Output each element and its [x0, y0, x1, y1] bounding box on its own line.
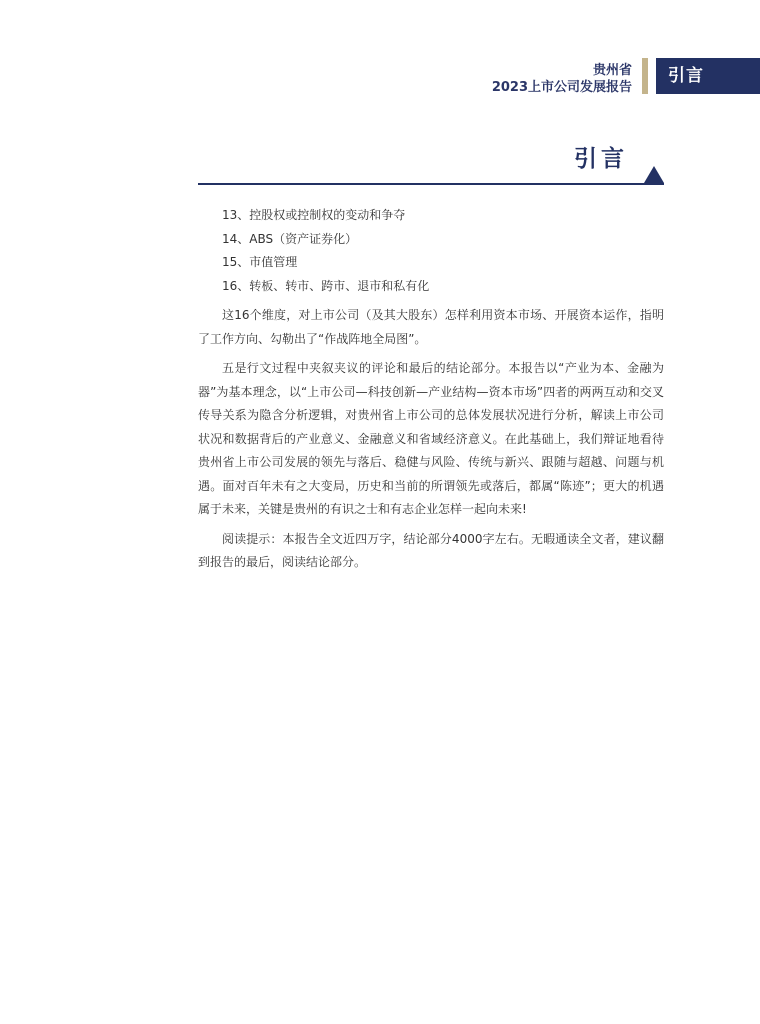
header-gold-bar [642, 58, 648, 94]
report-header [492, 62, 632, 96]
chapter-tab: 引言 [656, 58, 760, 94]
body-content [198, 204, 664, 575]
title-triangle-ornament [644, 166, 664, 183]
paragraph-dimensions: 这16个维度，对上市公司（及其大股东）怎样利用资本市场、开展资本运作，指明了工作方向、勾勒出了“作战阵地全局图”。 [198, 308, 664, 346]
paragraph-reading-tip: 阅读提示：本报告全文近四万字，结论部分4000字左右。无暇通读全文者，建议翻到报告的最后，阅读结论部分。 [198, 531, 664, 569]
list-item: 15、市值管理 [222, 255, 298, 269]
section-title: 引言 [574, 146, 628, 172]
header-report-title: 2023上市公司发展报告 [491, 80, 632, 95]
header-province: 贵州省 [592, 63, 632, 78]
list-item: 14、ABS（资产证券化） [222, 231, 358, 246]
title-underline [198, 183, 664, 185]
paragraph-conclusion-part: 五是行文过程中夹叙夹议的评论和最后的结论部分。本报告以“产业为本、金融为器”为基本理念，以“上市公司—科技创新—产业结构—资本市场”四者的两两互动和交叉传导关系为隐含分析逻辑，对贵州省上市公司的总体发展状况进行分析，解读上市公司状况和数据背后的产业意义、金融意义和省域经济意义。在此基础上，我们辩证地看待贵州省上市公司发展的领先与落后、稳健与风险、传统与新兴、跟随与超越、问题与机遇。面对百年未有之大变局，历史和当前的所谓领先或落后，都属“陈迹”；更大的机遇属于未来，关键是贵州的有识之士和有志企业怎样一起向未来! [198, 361, 664, 516]
list-item: 16、转板、转市、跨市、退市和私有化 [222, 278, 430, 293]
list-item: 13、控股权或控制权的变动和争夺 [222, 208, 406, 222]
